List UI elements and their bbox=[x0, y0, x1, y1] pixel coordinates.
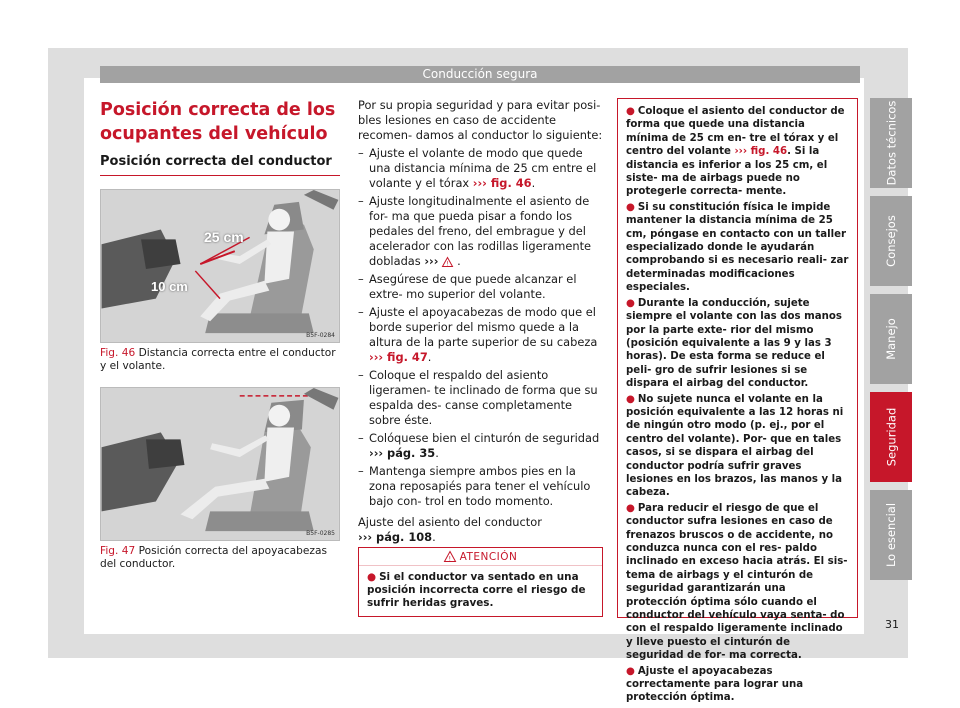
page-title-line2: ocupantes del vehículo bbox=[100, 124, 328, 144]
outro-text: Ajuste del asiento del conductor bbox=[358, 515, 542, 529]
warning-bullet-text: Ajuste el apoyacabezas correctamente para lograr una protección óptima. bbox=[626, 665, 804, 704]
tab-label: Consejos bbox=[884, 215, 898, 267]
warning-bullet bbox=[367, 571, 594, 610]
list-item-tail: . bbox=[531, 176, 536, 190]
figure-46-link[interactable]: ››› fig. 46 bbox=[734, 146, 788, 158]
bullet-dot-icon: ● bbox=[626, 201, 635, 213]
warning-triangle-icon bbox=[442, 257, 453, 267]
figure-46-caption bbox=[100, 347, 340, 373]
tab-label: Datos técnicos bbox=[884, 100, 898, 186]
warning-bullet bbox=[626, 502, 850, 663]
tab-consejos[interactable] bbox=[870, 196, 912, 286]
bullet-dot-icon: ● bbox=[626, 665, 635, 677]
list-item bbox=[358, 368, 603, 428]
tab-seguridad[interactable] bbox=[870, 392, 912, 482]
list-item-text: Colóquese bien el cinturón de seguridad bbox=[369, 431, 600, 445]
warning-bullet bbox=[626, 665, 850, 705]
middle-column bbox=[358, 98, 603, 547]
list-item bbox=[358, 146, 603, 191]
figure-47-caption-text: Posición correcta del apoyacabezas del conductor. bbox=[100, 545, 327, 570]
headrest-position-illustration bbox=[101, 388, 339, 540]
list-item-tail: . bbox=[457, 254, 461, 268]
list-item-text: Ajuste el volante de modo que quede una distancia mínima de 25 cm entre el volante y el tórax bbox=[369, 146, 597, 190]
driver-seat-distance-illustration bbox=[101, 190, 339, 342]
svg-text:!: ! bbox=[448, 554, 452, 563]
outro-paragraph bbox=[358, 515, 603, 545]
list-item-text: Coloque el respaldo del asiento ligeramen- te inclinado de forma que su espalda des- canse completamente sobre éste. bbox=[369, 368, 598, 427]
distance-10cm-label: 10 cm bbox=[151, 279, 188, 294]
warning-bullet-text: Si su constitución física le impide mantener la distancia mínima de 25 cm, póngase en contacto con un taller especializado donde le ayudarán comprobando si es necesario reali- zar determinadas modificaciones especiales. bbox=[626, 201, 849, 294]
bullet-dot-icon: ● bbox=[626, 393, 635, 405]
list-item bbox=[358, 305, 603, 365]
figure-46-illustration bbox=[100, 189, 340, 343]
tab-label: Lo esencial bbox=[884, 502, 898, 568]
page-number: 31 bbox=[885, 618, 899, 631]
section-subtitle: Posición correcta del conductor bbox=[100, 154, 340, 176]
page-title-line1: Posición correcta de los bbox=[100, 100, 336, 120]
list-item-tail: . bbox=[427, 350, 432, 364]
section-header: Conducción segura bbox=[100, 66, 860, 83]
warning-box bbox=[358, 547, 603, 617]
tab-manejo[interactable] bbox=[870, 294, 912, 384]
list-item bbox=[358, 194, 603, 269]
figure-47-caption bbox=[100, 545, 340, 571]
list-item-text: Ajuste longitudinalmente el asiento de for- ma que pueda pisar a fondo los pedales del freno, del embrague y del acelerador con las rodillas ligeramente dobladas bbox=[369, 194, 592, 268]
svg-text:!: ! bbox=[446, 260, 449, 268]
list-item bbox=[358, 464, 603, 509]
warning-bullet bbox=[626, 393, 850, 500]
figure-46-code: B5F-0284 bbox=[306, 332, 335, 339]
warning-bullet-text: Coloque el asiento del conductor de forma que quede una distancia mínima de 25 cm en- tre el tórax y el centro del volante bbox=[626, 106, 845, 158]
warning-body bbox=[359, 566, 602, 616]
outro-tail: . bbox=[432, 530, 436, 544]
page-108-link[interactable]: ››› pág. 108 bbox=[358, 530, 433, 544]
figure-46-caption-text: Distancia correcta entre el conductor y el volante. bbox=[100, 347, 336, 372]
tab-label: Manejo bbox=[883, 318, 898, 360]
figure-46-link[interactable]: ››› fig. 46 bbox=[472, 176, 532, 190]
warning-bullet-text: Durante la conducción, sujete siempre el volante con las dos manos por la parte exte- rior del mismo (posición equivalente a las 9 y las 3 horas). De esta forma se reduce el peli- gro de sufrir lesiones si se dispara el airbag del conductor. bbox=[626, 297, 842, 390]
bullet-dot-icon: ● bbox=[626, 297, 635, 309]
page-35-link[interactable]: ››› pág. 35 bbox=[369, 446, 436, 460]
figure-47-label: Fig. 47 bbox=[100, 545, 136, 557]
figure-47-illustration bbox=[100, 387, 340, 541]
warning-bullet-tail: . Si la distancia es inferior a los 25 cm, el siste- ma de airbags puede no protegerle correcta- mente. bbox=[626, 146, 828, 198]
tab-datos-tecnicos[interactable] bbox=[870, 98, 912, 188]
warning-triangle-icon bbox=[444, 551, 456, 562]
list-item-tail: . bbox=[435, 446, 439, 460]
warning-link[interactable]: ››› bbox=[424, 254, 439, 268]
warning-bullet bbox=[626, 201, 850, 295]
bullet-dot-icon: ● bbox=[626, 106, 635, 117]
list-item bbox=[358, 431, 603, 461]
list-item bbox=[358, 272, 603, 302]
figure-47-code: B5F-0285 bbox=[306, 530, 335, 537]
list-item-text: Asegúrese de que puede alcanzar el extre- mo superior del volante. bbox=[369, 272, 577, 301]
warning-bullet-text: Si el conductor va sentado en una posición incorrecta corre el riesgo de sufrir heridas graves. bbox=[367, 571, 586, 609]
intro-paragraph: Por su propia seguridad y para evitar posi- bles lesiones en caso de accidente recomen- damos al conductor lo siguiente: bbox=[358, 98, 603, 142]
warning-bullet bbox=[626, 105, 850, 199]
warning-header bbox=[359, 548, 602, 566]
left-column bbox=[100, 98, 340, 176]
figure-46-label: Fig. 46 bbox=[100, 347, 136, 359]
warning-heading: ATENCIÓN bbox=[459, 551, 518, 563]
tab-label: Seguridad bbox=[884, 407, 899, 467]
tab-lo-esencial[interactable] bbox=[870, 490, 912, 580]
distance-25cm-label: 25 cm bbox=[204, 229, 244, 245]
page-title bbox=[100, 98, 340, 146]
figure-47-link[interactable]: ››› fig. 47 bbox=[369, 350, 428, 364]
warning-bullet-text: Para reducir el riesgo de que el conductor sufra lesiones en caso de frenazos bruscos o de accidente, no conduzca nunca con el res- paldo inclinado en exceso hacia atrás. El sis- tema de airbags y el cinturón de seguridad garantizarán una protección óptima sólo cuando el conductor del vehículo vaya senta- do con el respaldo ligeramente inclinado y lleve puesto el cinturón de seguridad de for- ma correcta. bbox=[626, 502, 848, 662]
bullet-dot-icon: ● bbox=[626, 502, 635, 514]
bullet-dot-icon: ● bbox=[367, 571, 377, 583]
list-item-text: Mantenga siempre ambos pies en la zona reposapiés para tener el vehículo bajo con- trol en todo momento. bbox=[369, 464, 591, 508]
warning-continued-box bbox=[617, 98, 858, 704]
warning-bullet bbox=[626, 297, 850, 391]
list-item-text: Ajuste el apoyacabezas de modo que el borde superior del mismo quede a la altura de la parte superior de su cabeza bbox=[369, 305, 598, 349]
warning-bullet-text: No sujete nunca el volante en la posición equivalente a las 12 horas ni de ningún otro modo (p. ej., por el centro del volante). Por- que en tales casos, si se dispara el airbag del conductor podría sufrir graves lesiones en los brazos, las manos y la cabeza. bbox=[626, 393, 844, 499]
